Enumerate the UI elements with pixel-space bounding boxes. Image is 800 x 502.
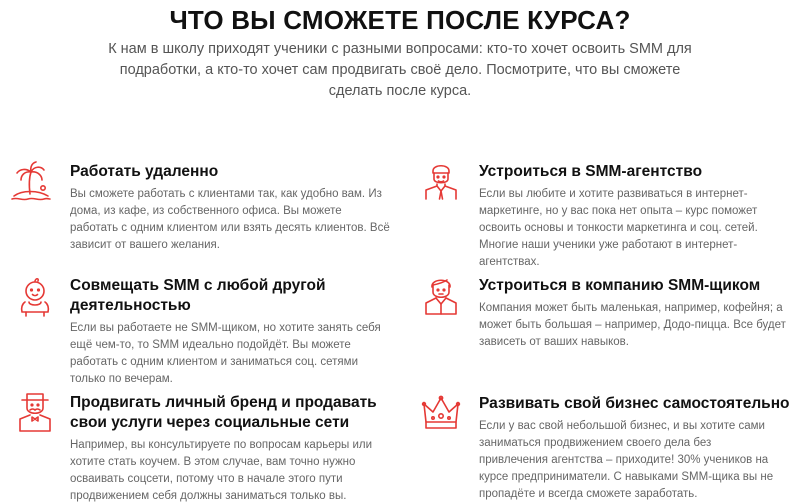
feature-text: Например, вы консультируете по вопросам карьеры или хотите стать коучем. В этом случае, вам точно нужно осваивать соцсети, потому что в начале этого пути продвижением себя должны заниматься только вы.	[70, 439, 373, 502]
businessman-icon	[420, 158, 462, 200]
feature-title: Развивать свой бизнес самостоятельно	[479, 395, 790, 412]
feature-text: Вы сможете работать с клиентами так, как удобно вам. Из дома, из кафе, из собственного офиса. Вы можете работать с одним клиентом или взять десять клиентов. Всё зависит от вашего желания.	[70, 188, 390, 251]
baby-icon	[14, 275, 56, 317]
palm-island-icon	[10, 160, 52, 202]
office-worker-icon	[420, 273, 462, 315]
page-subtitle: К нам в школу приходят ученики с разными вопросами: кто-то хочет освоить SMM для подработки, а кто-то хочет сам продвигать своё дело. Посмотрите, что вы сможете сделать после курса.	[108, 41, 692, 99]
page-title: ЧТО ВЫ СМОЖЕТЕ ПОСЛЕ КУРСА?	[169, 5, 631, 35]
feature-text: Если вы работаете не SMM-щиком, но хотите занять себя ещё чем-то, то SMM идеально подойдёт. Вы можете работать с одним клиентом и заниматься соц. сетями только по вечерам.	[70, 322, 381, 385]
feature-title: Продвигать личный бренд и продавать свои услуги через социальные сети	[70, 394, 377, 431]
feature-title: Устроиться в SMM-агентство	[479, 163, 703, 180]
feature-title: Совмещать SMM с любой другой деятельностью	[70, 277, 326, 314]
feature-text: Компания может быть маленькая, например, кофейня; а может быть большая – например, Додо-пицца. Все будет зависеть от ваших навыков.	[479, 302, 786, 348]
gentleman-icon	[14, 390, 56, 432]
feature-title: Устроиться в компанию SMM-щиком	[479, 277, 761, 294]
feature-title: Работать удаленно	[70, 163, 219, 180]
crown-icon	[420, 392, 462, 434]
feature-text: Если вы любите и хотите развиваться в интернет-маркетинге, но у вас пока нет опыта – курс поможет освоить основы и тонкости маркетинга и соц. сетей. Многие наши ученики уже работают в интернет-агентствах.	[479, 188, 758, 268]
feature-text: Если у вас свой небольшой бизнес, и вы хотите сами заниматься продвижением своего дела без привлечения агентства – приходите! 30% учеников на курсе предприниматели. С навыками SMM-щика вы не пропадёте и всегда сможете заработать.	[479, 420, 774, 500]
